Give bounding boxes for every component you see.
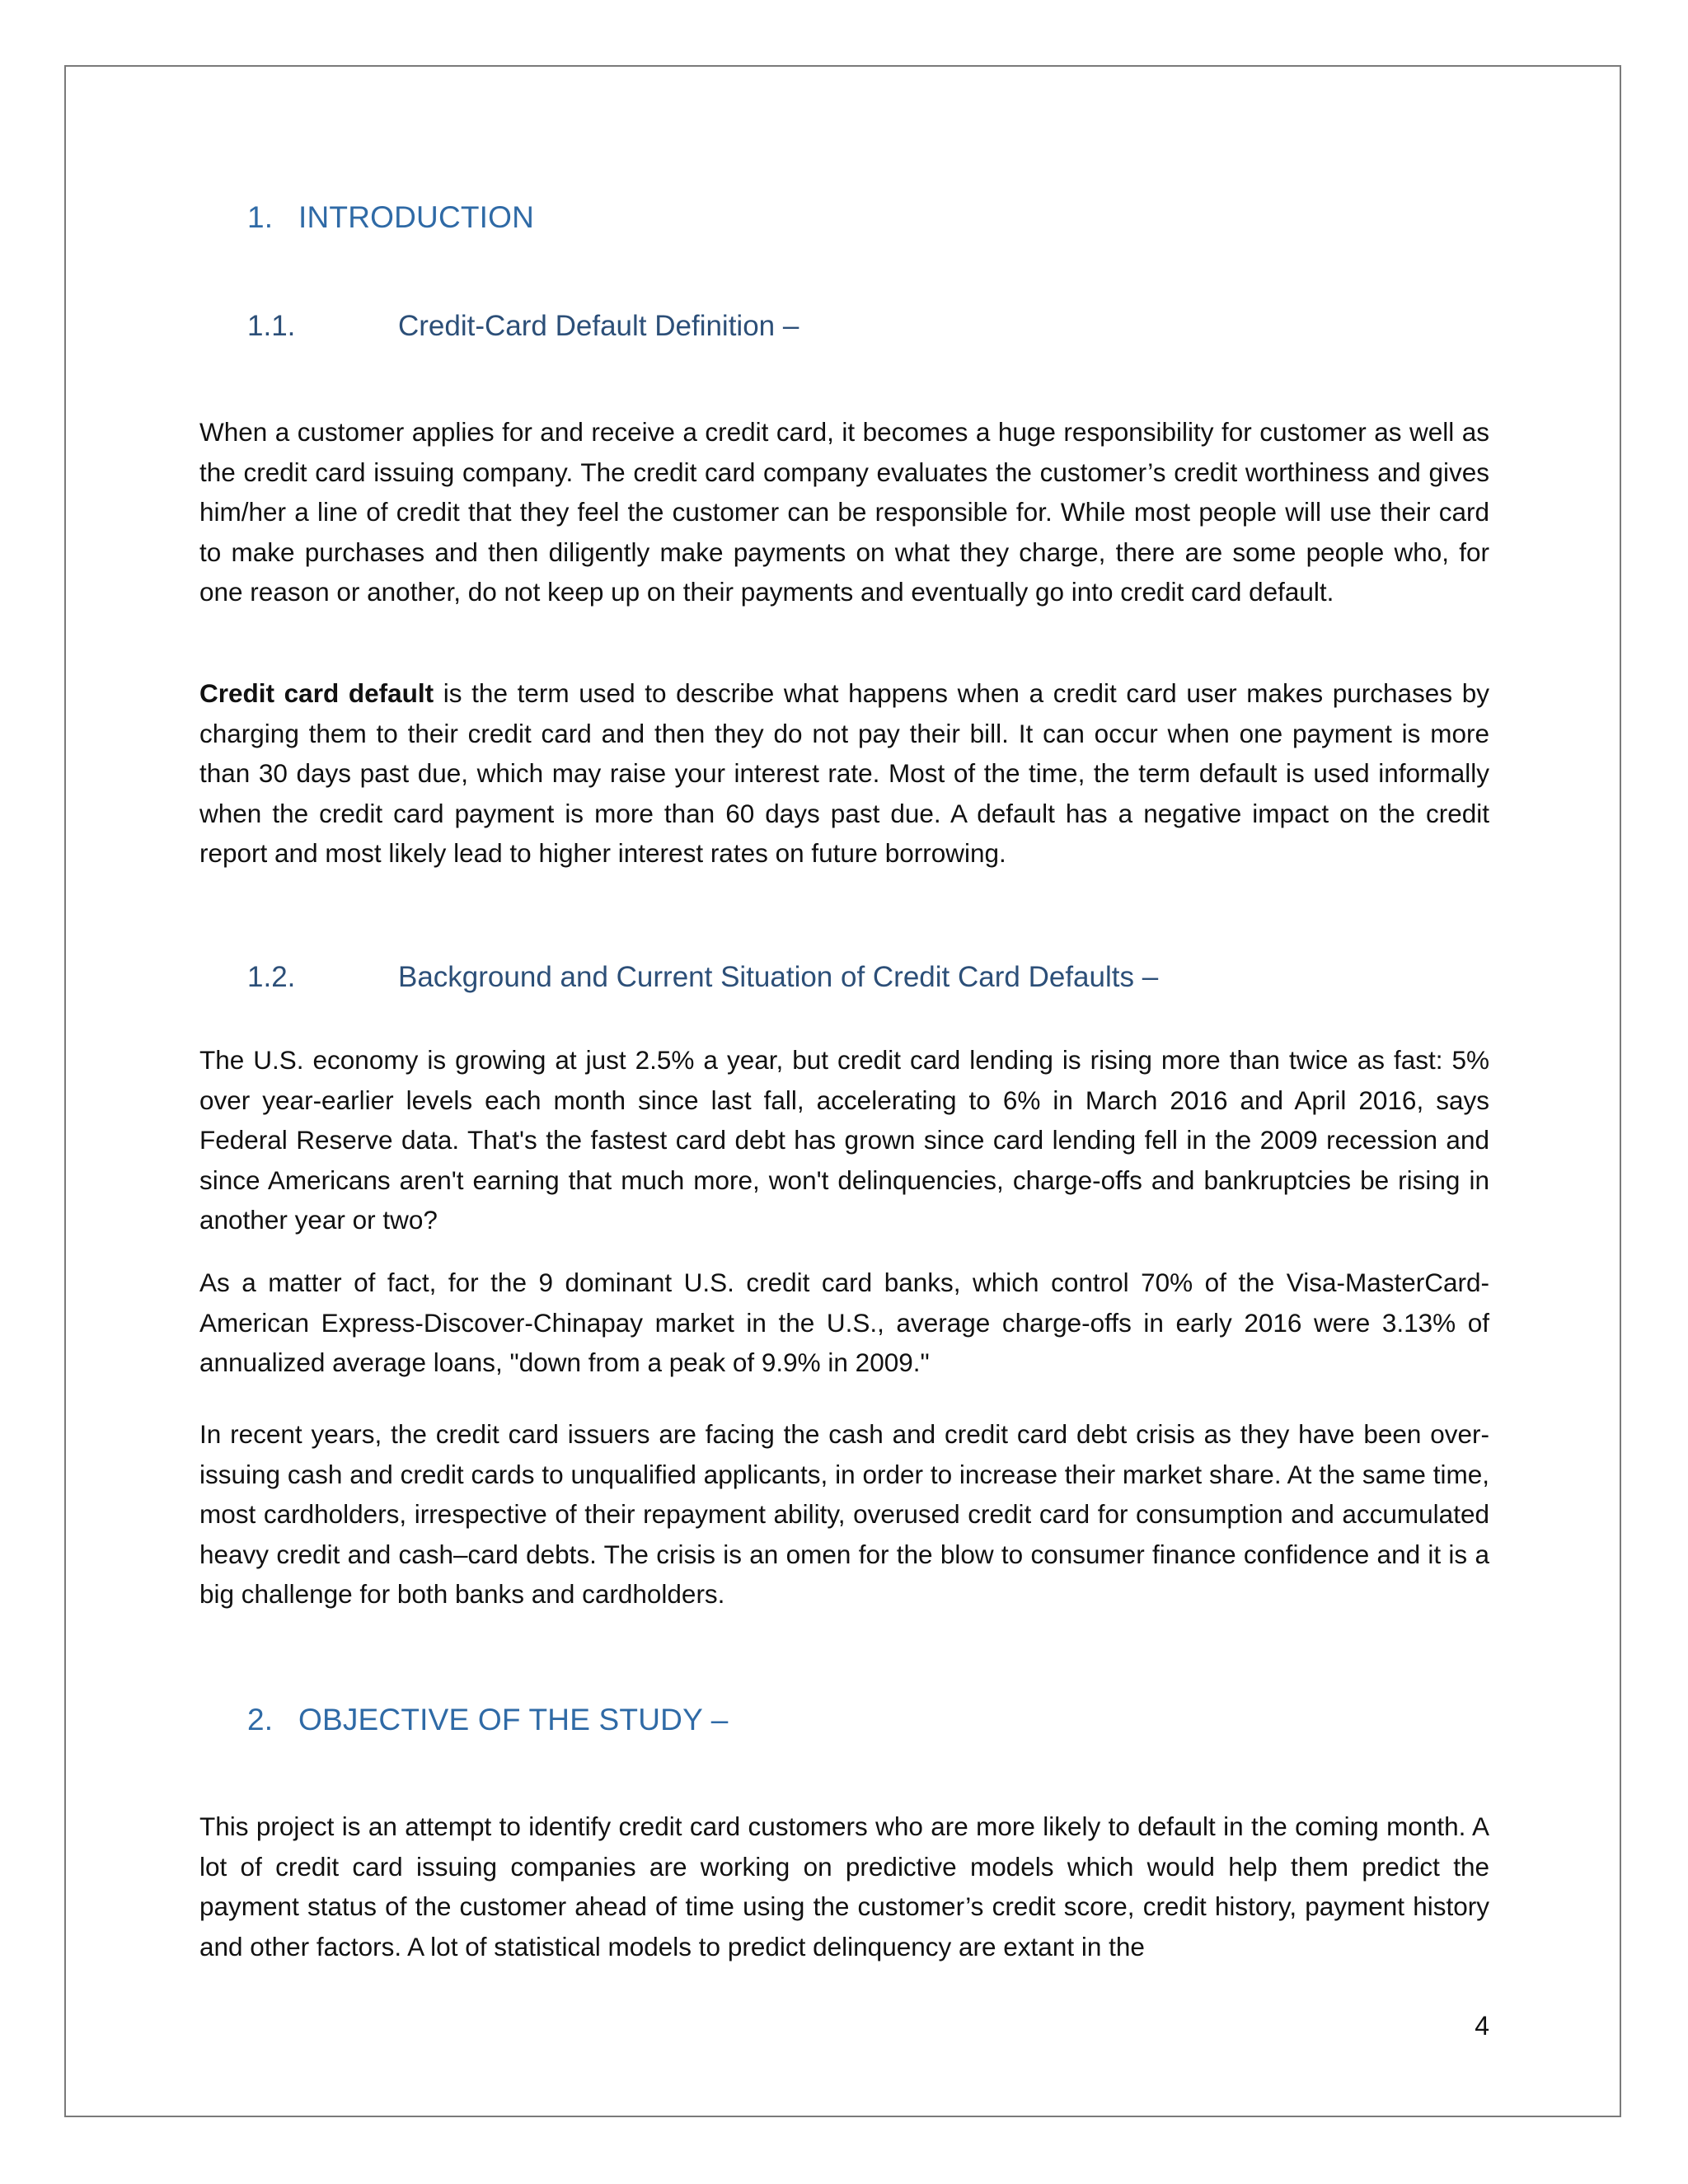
- paragraph-text: is the term used to describe what happens when a credit card user makes purchases by charging them to their credit card and then they do not pay their bill. It can occur when one payment is more than 30 days past due, which may raise your interest rate. Most of the time, the term default is used informally when the credit card payment is more than 60 days past due. A default has a negative impact on the credit report and most likely lead to higher interest rates on future borrowing.: [199, 678, 1489, 868]
- page-number: 4: [1475, 2011, 1489, 2041]
- paragraph-default-intro: When a customer applies for and receive a credit card, it becomes a huge responsibility for customer as well as the credit card issuing company. The credit card company evaluates the customer’s credit worthiness and gives him/her a line of credit that they feel the customer can be responsible for. While most people will use their card to make purchases and then diligently make payments on what they charge, there are some people who, for one reason or another, do not keep up on their payments and eventually go into credit card default.: [199, 417, 1489, 607]
- section-title: INTRODUCTION: [298, 200, 535, 234]
- subsection-number: 1.2.: [247, 961, 296, 993]
- paragraph-us-economy: The U.S. economy is growing at just 2.5% a year, but credit card lending is rising more than twice as fast: 5% over year-earlier levels each month since last fall, accelerating to 6% in March 2016 and April 2016, says Federal Reserve data. That's the fastest card debt has grown since card lending fell in the 2009 recession and since Americans aren't earning that much more, won't delinquencies, charge-offs and bankruptcies be rising in another year or two?: [199, 1045, 1489, 1235]
- section-number: 1.: [247, 200, 274, 234]
- subsection-heading-background: [247, 961, 1158, 994]
- subsection-number: 1.1.: [247, 310, 296, 342]
- section-heading-objective: [247, 1703, 729, 1737]
- section-number: 2.: [247, 1703, 274, 1736]
- section-heading-introduction: [247, 200, 534, 235]
- paragraph-objective: This project is an attempt to identify credit card customers who are more likely to default in the coming month. A lot of credit card issuing companies are working on predictive models which would help them predict the payment status of the customer ahead of time using the customer’s credit score, credit history, payment history and other factors. A lot of statistical models to predict delinquency are extant in the: [199, 1811, 1489, 1961]
- paragraph-charge-offs: As a matter of fact, for the 9 dominant U.S. credit card banks, which control 70% of the Visa-MasterCard-American Express-Discover-Chinapay market in the U.S., average charge-offs in early 2016 were 3.13% of annualized average loans, "down from a peak of 9.9% in 2009.": [199, 1268, 1489, 1377]
- subsection-title: Credit-Card Default Definition –: [398, 310, 799, 342]
- section-title: OBJECTIVE OF THE STUDY –: [298, 1703, 729, 1736]
- subsection-heading-default-definition: [247, 310, 799, 343]
- bold-term: Credit card default: [199, 678, 434, 708]
- paragraph-debt-crisis: In recent years, the credit card issuers are facing the cash and credit card debt crisis as they have been over-issuing cash and credit cards to unqualified applicants, in order to increase their market share. At the same time, most cardholders, irrespective of their repayment ability, overused credit card for consumption and accumulated heavy credit and cash–card debts. The crisis is an omen for the blow to consumer finance confidence and it is a big challenge for both banks and cardholders.: [199, 1419, 1489, 1609]
- subsection-title: Background and Current Situation of Credit Card Defaults –: [398, 961, 1159, 993]
- paragraph-default-term: [199, 673, 1489, 874]
